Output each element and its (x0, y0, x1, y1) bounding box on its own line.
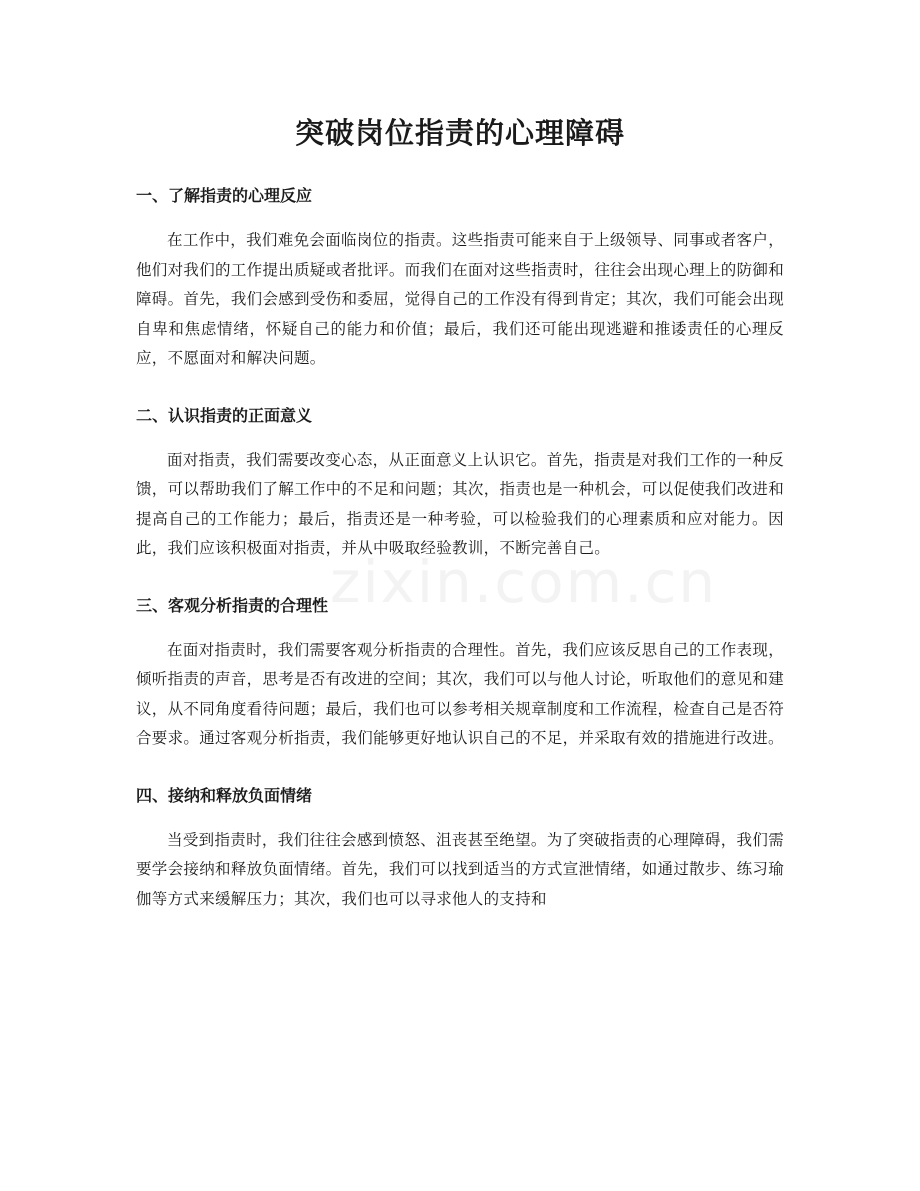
section-3 (136, 594, 784, 754)
watermark: zixin.com.cn (330, 548, 718, 616)
section-paragraph: 面对指责，我们需要改变心态，从正面意义上认识它。首先，指责是对我们工作的一种反馈，可以帮助我们了解工作中的不足和问题；其次，指责也是一种机会，可以促使我们改进和提高自己的工作能力；最后，指责还是一种考验，可以检验我们的心理素质和应对能力。因此，我们应该积极面对指责，并从中吸取经验教训，不断完善自己。 (136, 450, 784, 557)
section-paragraph: 在面对指责时，我们需要客观分析指责的合理性。首先，我们应该反思自己的工作表现，倾听指责的声音，思考是否有改进的空间；其次，我们可以与他人讨论，听取他们的意见和建议，从不同角度看待问题；最后，我们也可以参考相关规章制度和工作流程，检查自己是否符合要求。通过客观分析指责，我们能够更好地认识自己的不足，并采取有效的措施进行改进。 (136, 640, 784, 747)
section-1 (136, 184, 784, 374)
document-title: 突破岗位指责的心理障碍 (294, 116, 625, 150)
section-heading: 四、接纳和释放负面情绪 (136, 785, 313, 805)
section-heading: 一、了解指责的心理反应 (136, 186, 313, 205)
section-paragraph: 在工作中，我们难免会面临岗位的指责。这些指责可能来自于上级领导、同事或者客户，他们对我们的工作提出质疑或者批评。而我们在面对这些指责时，往往会出现心理上的防御和障碍。首先，我们会感到受伤和委屈，觉得自己的工作没有得到肯定；其次，我们可能会出现自卑和焦虑情绪，怀疑自己的能力和价值；最后，我们还可能出现逃避和推诿责任的心理反应，不愿面对和解决问题。 (136, 231, 784, 367)
section-heading: 三、客观分析指责的合理性 (136, 595, 329, 615)
section-paragraph: 当受到指责时，我们往往会感到愤怒、沮丧甚至绝望。为了突破指责的心理障碍，我们需要学会接纳和释放负面情绪。首先，我们可以找到适当的方式宣泄情绪，如通过散步、练习瑜伽等方式来缓解压力；其次，我们也可以寻求他人的支持和 (136, 830, 784, 908)
section-2 (136, 404, 784, 564)
section-heading: 二、认识指责的正面意义 (136, 405, 313, 425)
section-4 (136, 784, 784, 915)
